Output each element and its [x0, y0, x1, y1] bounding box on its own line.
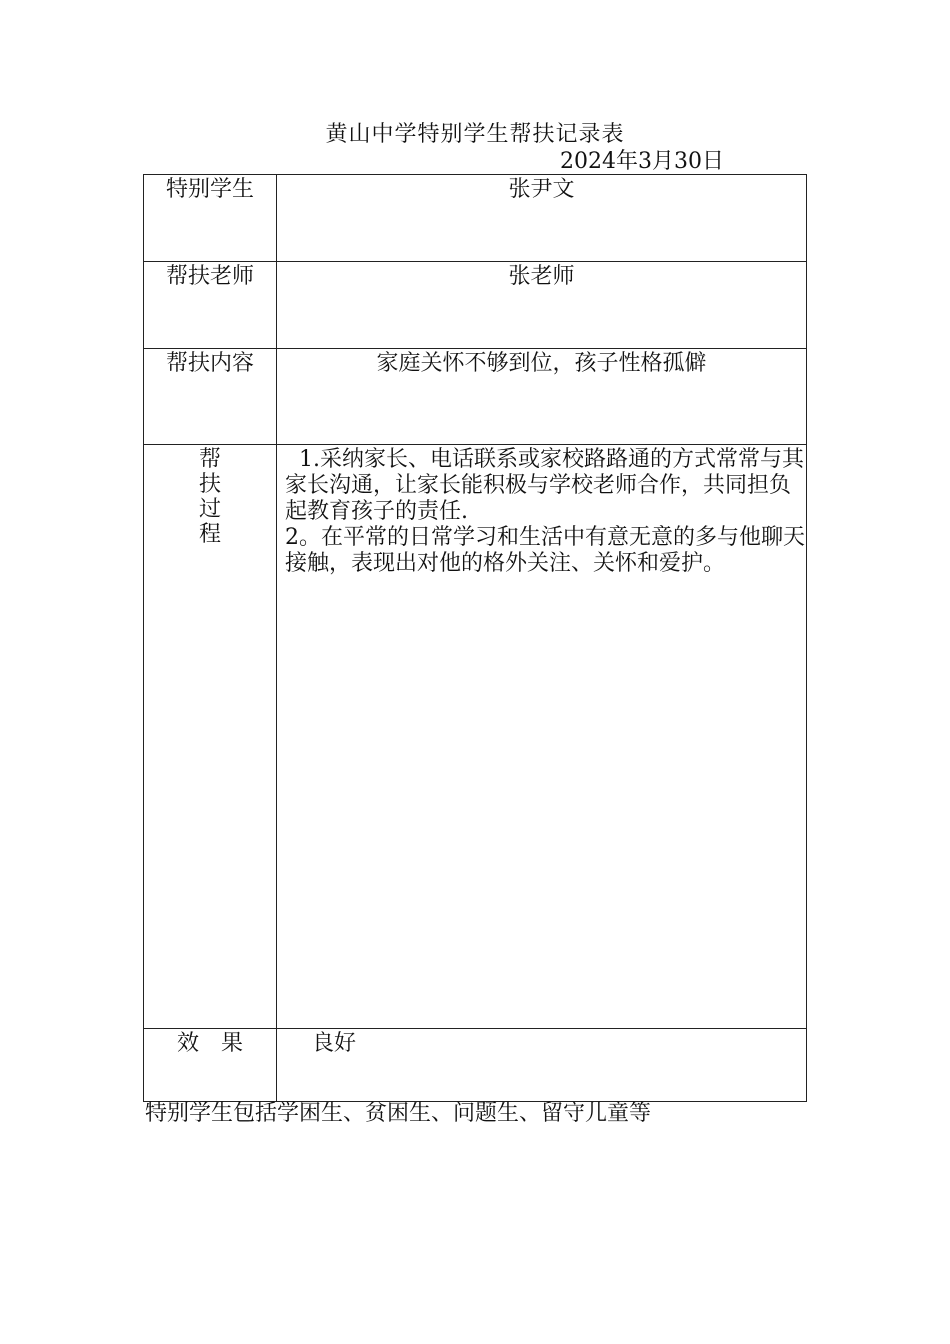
student-label-cell	[144, 175, 277, 262]
student-name: 张尹文	[508, 177, 575, 202]
result-value: 良好	[312, 1031, 357, 1056]
process-label-char: 帮	[198, 447, 221, 472]
table-row-student	[144, 175, 807, 262]
result-value-cell	[277, 1029, 807, 1102]
teacher-value-cell	[277, 262, 807, 349]
record-table	[143, 174, 807, 1102]
teacher-label: 帮扶老师	[165, 264, 254, 289]
process-label-cell	[144, 445, 277, 1029]
content-description: 家庭关怀不够到位，孩子性格孤僻	[376, 351, 707, 376]
process-label-char: 过	[198, 497, 221, 522]
student-label: 特别学生	[165, 177, 254, 202]
process-label-char: 程	[198, 522, 221, 547]
result-label-cell	[144, 1029, 277, 1102]
process-label-vertical	[144, 445, 276, 547]
process-label-char: 扶	[198, 472, 221, 497]
process-item: 1.采纳家长、电话联系或家校路路通的方式常常与其家长沟通，让家长能积极与学校老师合作，共同担负起教育孩子的责任.	[285, 447, 804, 524]
table-row-content	[144, 349, 807, 445]
teacher-name: 张老师	[508, 264, 575, 289]
student-value-cell	[277, 175, 807, 262]
footnote: 特别学生包括学困生、贫困生、问题生、留守儿童等	[145, 1101, 652, 1126]
table-row-result	[144, 1029, 807, 1102]
content-value-cell	[277, 349, 807, 445]
content-label-cell	[144, 349, 277, 445]
process-value-cell	[277, 445, 807, 1029]
process-item: 2。在平常的日常学习和生活中有意无意的多与他聊天接触，表现出对他的格外关注、关怀和爱护。	[285, 525, 805, 576]
teacher-label-cell	[144, 262, 277, 349]
result-label: 效 果	[176, 1031, 243, 1056]
table-row-teacher	[144, 262, 807, 349]
content-label: 帮扶内容	[165, 351, 254, 376]
document-title: 黄山中学特别学生帮扶记录表	[325, 122, 625, 147]
record-date: 2024年3月30日	[560, 149, 724, 174]
table-row-process	[144, 445, 807, 1029]
